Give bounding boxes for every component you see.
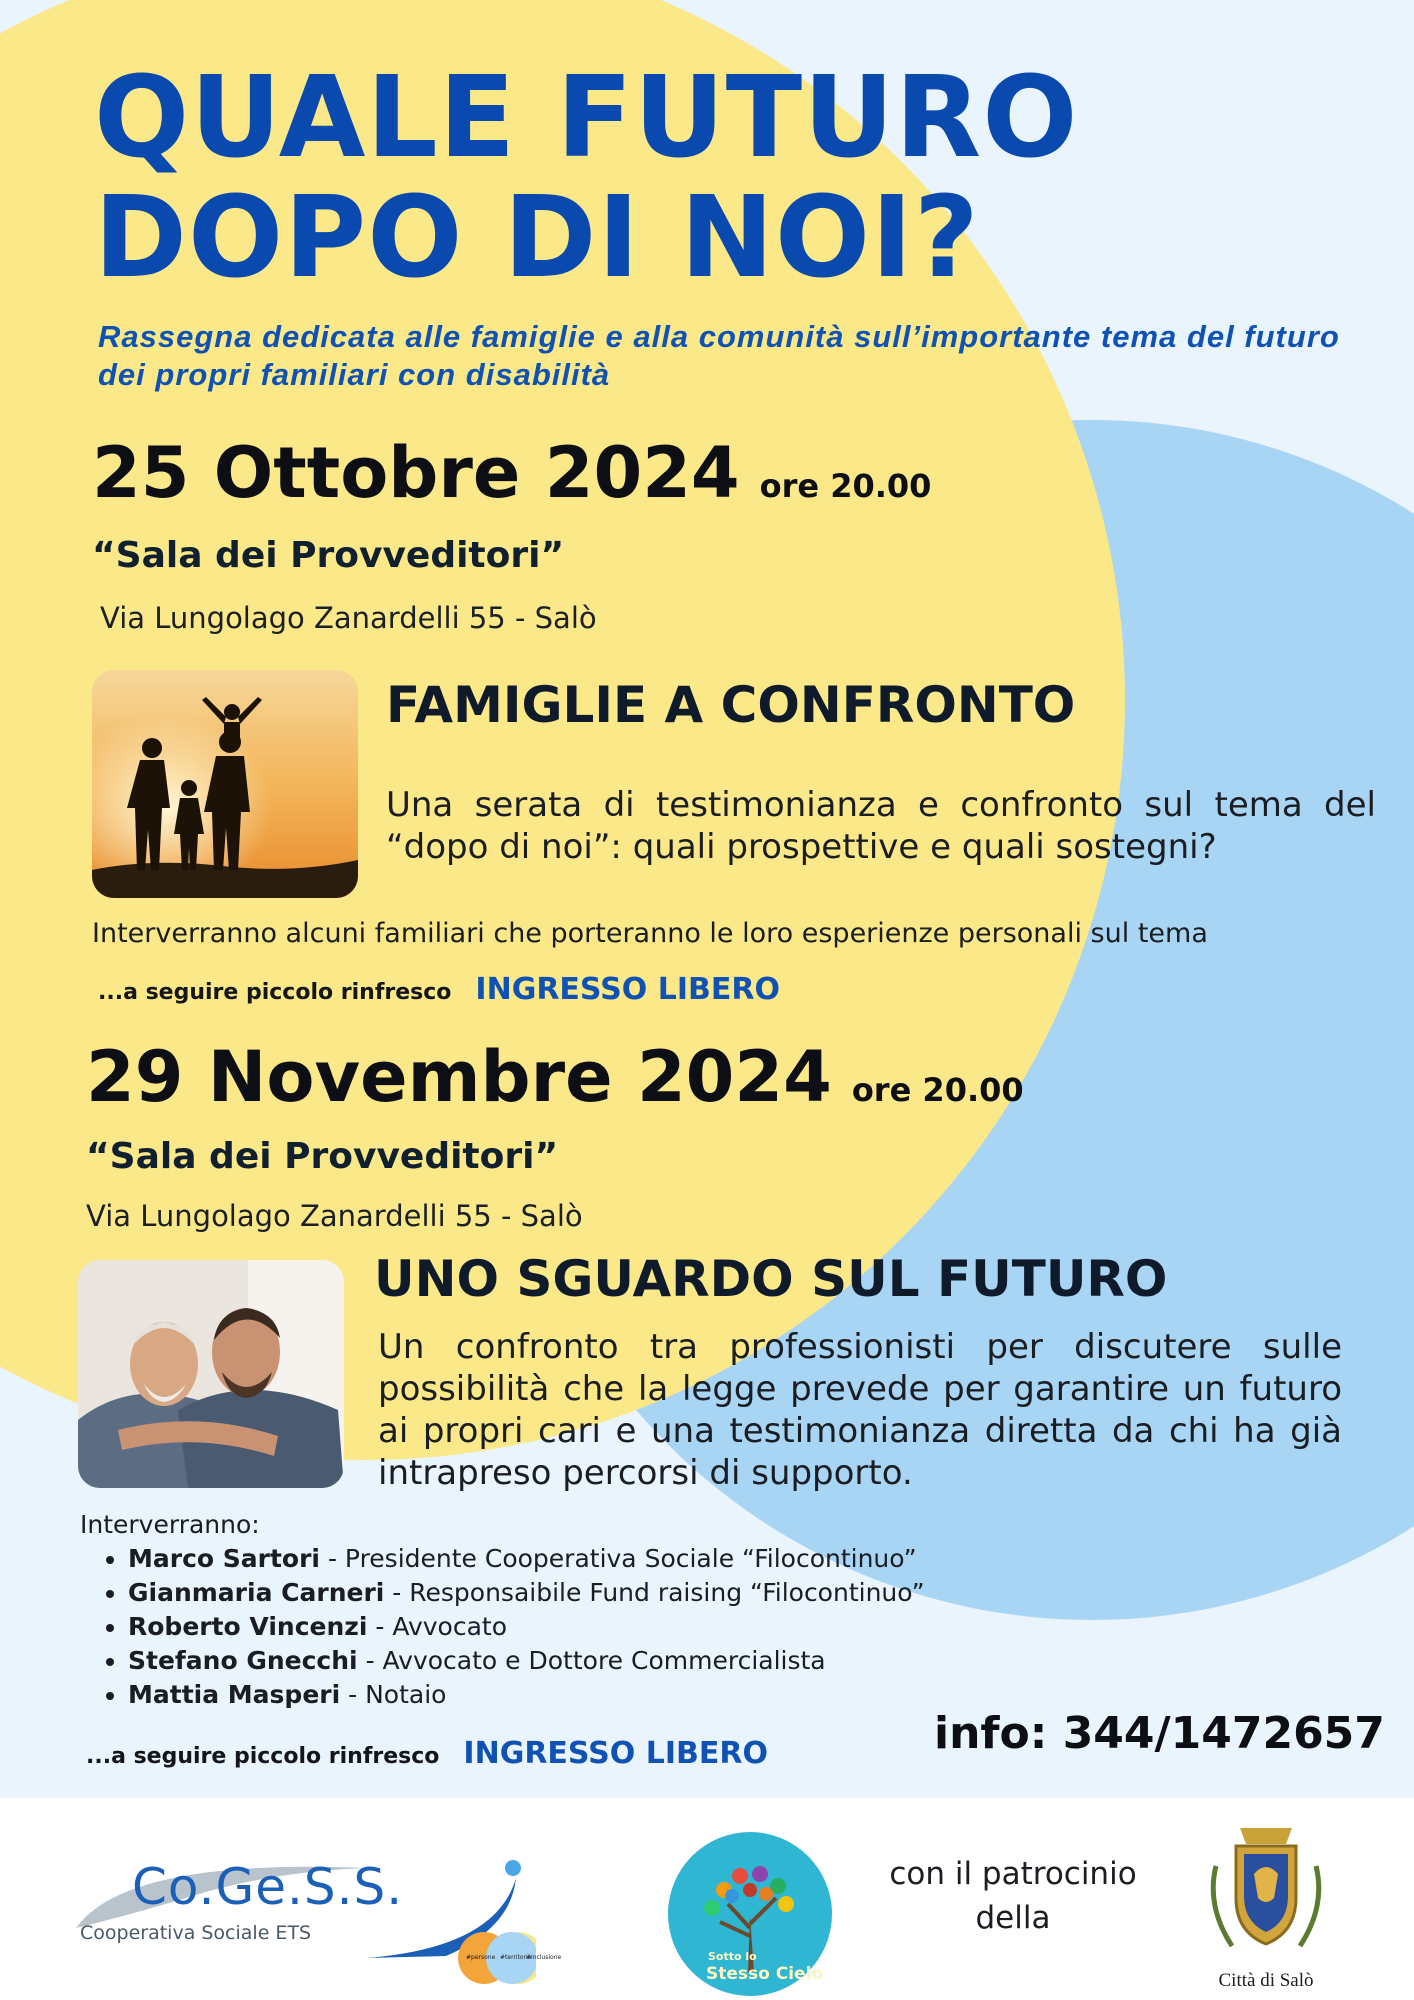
event1-rinfresco: ...a seguire piccolo rinfresco — [98, 980, 452, 1005]
event2-date: 29 Novembre 2024 — [86, 1036, 832, 1118]
tag-persone: #persone — [466, 1954, 496, 1961]
speaker-name: Marco Sartori — [128, 1544, 321, 1573]
family-silhouette-photo — [92, 670, 358, 898]
speaker-item — [128, 1644, 925, 1678]
event1-footer-line — [98, 972, 780, 1007]
event2-footer-line — [86, 1736, 768, 1771]
speaker-role: - Notaio — [340, 1680, 447, 1709]
tag-inclusione: #inclusione — [526, 1954, 562, 1961]
patrocinio-text: con il patrocinio della — [889, 1856, 1137, 1936]
event1-description: Una serata di testimonianza e confronto sul tema del “dopo di noi”: quali prospettive e quali sostegni? — [386, 785, 1376, 867]
page-title — [94, 53, 1079, 303]
speaker-role: - Avvocato e Dottore Commercialista — [357, 1646, 826, 1675]
event2-venue: “Sala dei Provveditori” — [86, 1136, 559, 1177]
speaker-item — [128, 1542, 925, 1576]
event1-ingresso: INGRESSO LIBERO — [475, 972, 780, 1007]
father-son-embrace-photo — [78, 1260, 344, 1488]
citta-di-salo-label: Città di Salò — [1218, 1970, 1314, 1991]
event2-description: Un confronto tra professionisti per discutere sulle possibilità che la legge prevede per garantire un futuro ai propri cari e una testimonianza diretta da chi ha già intrapreso percorsi di supporto. — [378, 1327, 1342, 1493]
speaker-name: Mattia Masperi — [128, 1680, 341, 1709]
event1-date-line — [92, 432, 931, 514]
event2-address: Via Lungolago Zanardelli 55 - Salò — [86, 1199, 583, 1233]
speaker-item — [128, 1576, 925, 1610]
speaker-name: Roberto Vincenzi — [128, 1612, 368, 1641]
sotto-lo-stesso-cielo-logo — [668, 1832, 832, 1996]
cogess-subtitle: Cooperativa Sociale ETS — [80, 1922, 312, 1944]
subtitle: Rassegna dedicata alle famiglie e alla comunità sull’importante tema del futuro dei propri familiari con disabilità — [98, 319, 1340, 392]
tag-territorio: #territorio — [500, 1954, 532, 1961]
event1-date: 25 Ottobre 2024 — [92, 432, 740, 514]
cogess-logo — [66, 1838, 562, 1988]
event1-title: FAMIGLIE A CONFRONTO — [386, 676, 1076, 734]
event2-rinfresco: ...a seguire piccolo rinfresco — [86, 1744, 440, 1769]
speaker-name: Gianmaria Carneri — [128, 1578, 385, 1607]
speakers-intro: Interverranno: — [80, 1510, 260, 1539]
speaker-item — [128, 1610, 925, 1644]
speaker-role: - Responsaibile Fund raising “Filocontinuo” — [384, 1578, 925, 1607]
stesso-cielo-text: Stesso Cielo — [706, 1964, 824, 1984]
event2-title: UNO SGUARDO SUL FUTURO — [374, 1250, 1168, 1308]
sotto-lo-text: Sotto lo — [708, 1950, 757, 1963]
event1-note: Interverranno alcuni familiari che porteranno le loro esperienze personali sul tema — [92, 918, 1208, 949]
event2-time: ore 20.00 — [851, 1071, 1024, 1109]
info-phone: info: 344/1472657 — [934, 1708, 1385, 1759]
event2-ingresso: INGRESSO LIBERO — [463, 1736, 768, 1771]
event1-time: ore 20.00 — [759, 467, 932, 505]
event1-venue: “Sala dei Provveditori” — [92, 535, 565, 576]
speaker-item — [128, 1678, 925, 1712]
speaker-role: - Presidente Cooperativa Sociale “Filocontinuo” — [320, 1544, 917, 1573]
speaker-name: Stefano Gnecchi — [128, 1646, 358, 1675]
speaker-role: - Avvocato — [367, 1612, 508, 1641]
event1-address: Via Lungolago Zanardelli 55 - Salò — [100, 601, 597, 635]
speakers-list — [78, 1542, 925, 1712]
event2-date-line — [86, 1036, 1024, 1118]
cogess-name: Co.Ge.S.S. — [132, 1858, 404, 1916]
title-line-2: DOPO DI NOI? — [94, 173, 980, 303]
title-line-1: QUALE FUTURO — [94, 53, 1079, 183]
citta-di-salo-crest — [1196, 1816, 1336, 1996]
